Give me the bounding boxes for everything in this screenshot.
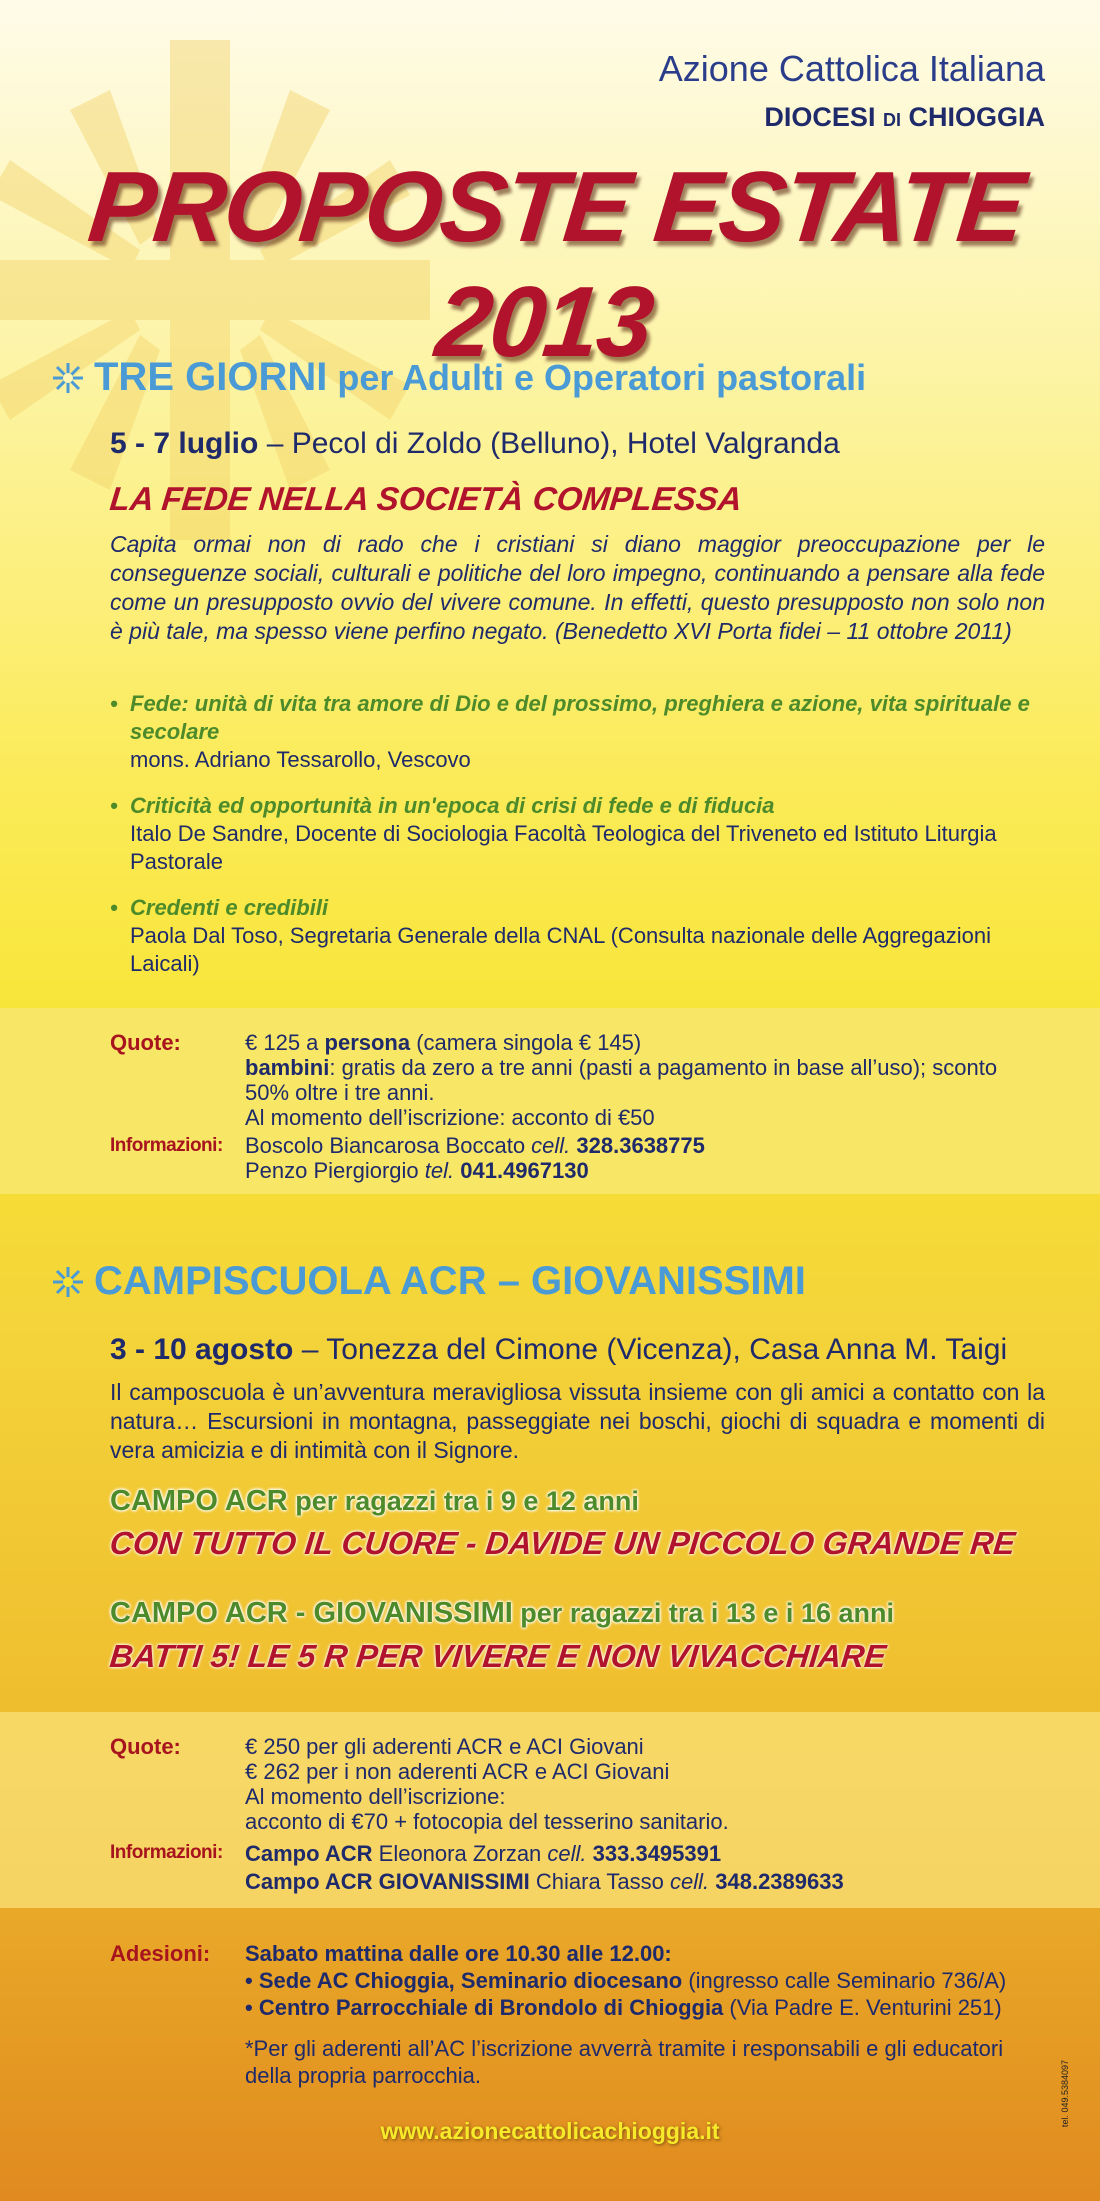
fees-label: Quote: bbox=[110, 1734, 181, 1759]
info-text: Boscolo Biancarosa Boccato cell. 328.3638775 Penzo Piergiorgio tel. 041.4967130 bbox=[245, 1133, 705, 1183]
sun-bullet-icon bbox=[52, 362, 84, 394]
camp-intro: Il camposcuola è un’avventura meravigliosa vissuta insieme con gli amici a contatto con la natura… Escursioni in montagna, passeggiate nei boschi, giochi di squadra e momenti di vera amicizia e di intimità con il Signore. bbox=[110, 1379, 1045, 1463]
printer-credit: tel. 049.5384097 bbox=[1060, 2060, 1070, 2128]
quote-paragraph: Capita ormai non di rado che i cristiani si diano maggior preoccupazione per le conseguenze sociali, culturali e politiche del loro impegno, continuando a pensare alla fede come un presupposto ovvio del vivere comune. In effetti, questo presupposto non solo non è più tale, ma spesso viene perfino negato. (Benedetto XVI Porta fidei – 11 ottobre 2011) bbox=[110, 531, 1045, 644]
camp-giovanissimi-title: CAMPO ACR - GIOVANISSIMI per ragazzi tra i 13 e i 16 anni bbox=[110, 1597, 894, 1629]
camp-giovanissimi-theme: BATTI 5! LE 5 R PER VIVERE E NON VIVACCHIARE bbox=[108, 1638, 888, 1674]
organization-name: Azione Cattolica Italiana bbox=[658, 48, 1045, 89]
talk-item: • Fede: unità di vita tra amore di Dio e del prossimo, preghiera e azione, vita spirituale e secolare mons. Adriano Tessarollo, Vescovo bbox=[110, 690, 1050, 774]
fees-box-tre-giorni bbox=[0, 1008, 1100, 1194]
fees-text: € 125 a persona (camera singola € 145) bambini: gratis da zero a tre anni (pasti a pagamento in base all’uso); sconto 50% oltre i tre anni. Al momento dell’iscrizione: acconto di €50 bbox=[245, 1030, 998, 1130]
camp-acr-theme: CON TUTTO IL CUORE - DAVIDE UN PICCOLO GRANDE RE bbox=[108, 1525, 1017, 1561]
talk-item: • Criticità ed opportunità in un'epoca di crisi di fede e di fiducia Italo De Sandre, Docente di Sociologia Facoltà Teologica del Triveneto ed Istituto Liturgia Pastorale bbox=[110, 792, 1050, 876]
fees-box-campi bbox=[0, 1712, 1100, 1908]
adesioni-text: Sabato mattina dalle ore 10.30 alle 12.00: • Sede AC Chioggia, Seminario diocesano (ingresso calle Seminario 736/A) • Centro Parrocchiale di Brondolo di Chioggia (Via Padre E. Venturini 251) *Per gli aderenti all’AC l’iscrizione avverrà tramite i responsabili e gli educatori della propria parrocchia. bbox=[245, 1941, 1007, 2088]
website-link[interactable]: www.azionecattolicachioggia.it bbox=[380, 2118, 720, 2144]
talks-list bbox=[110, 690, 1050, 996]
section-heading-tre-giorni: TRE GIORNI per Adulti e Operatori pastorali bbox=[52, 355, 866, 400]
sun-bullet-icon bbox=[52, 1266, 84, 1298]
event-theme: LA FEDE NELLA SOCIETÀ COMPLESSA bbox=[108, 480, 744, 517]
poster-title: PROPOSTE ESTATE 2013 bbox=[83, 151, 1029, 378]
adesioni-label: Adesioni: bbox=[110, 1941, 211, 1966]
talk-item: • Credenti e credibili Paola Dal Toso, Segretaria Generale della CNAL (Consulta nazionale delle Aggregazioni Laicali) bbox=[110, 894, 1050, 978]
event-date-place: 5 - 7 luglio – Pecol di Zoldo (Belluno), Hotel Valgranda bbox=[110, 427, 840, 460]
adesioni-block bbox=[110, 1940, 1055, 2089]
info-label: Informazioni: bbox=[110, 1135, 223, 1156]
fees-text: € 250 per gli aderenti ACR e ACI Giovani € 262 per i non aderenti ACR e ACI Giovani Al momento dell’iscrizione: acconto di €70 + fotocopia del tesserino sanitario. bbox=[245, 1734, 729, 1834]
event-date-place: 3 - 10 agosto – Tonezza del Cimone (Vicenza), Casa Anna M. Taigi bbox=[110, 1333, 1008, 1366]
section-heading-campiscuola: CAMPISCUOLA ACR – GIOVANISSIMI bbox=[52, 1259, 806, 1304]
diocese-name: DIOCESI DI CHIOGGIA bbox=[764, 102, 1045, 132]
info-text: Campo ACR Eleonora Zorzan cell. 333.3495391 Campo ACR GIOVANISSIMI Chiara Tasso cell. 348.2389633 bbox=[245, 1841, 844, 1894]
fees-label: Quote: bbox=[110, 1030, 181, 1055]
info-label: Informazioni: bbox=[110, 1842, 223, 1863]
camp-acr-title: CAMPO ACR per ragazzi tra i 9 e 12 anni bbox=[110, 1485, 639, 1517]
